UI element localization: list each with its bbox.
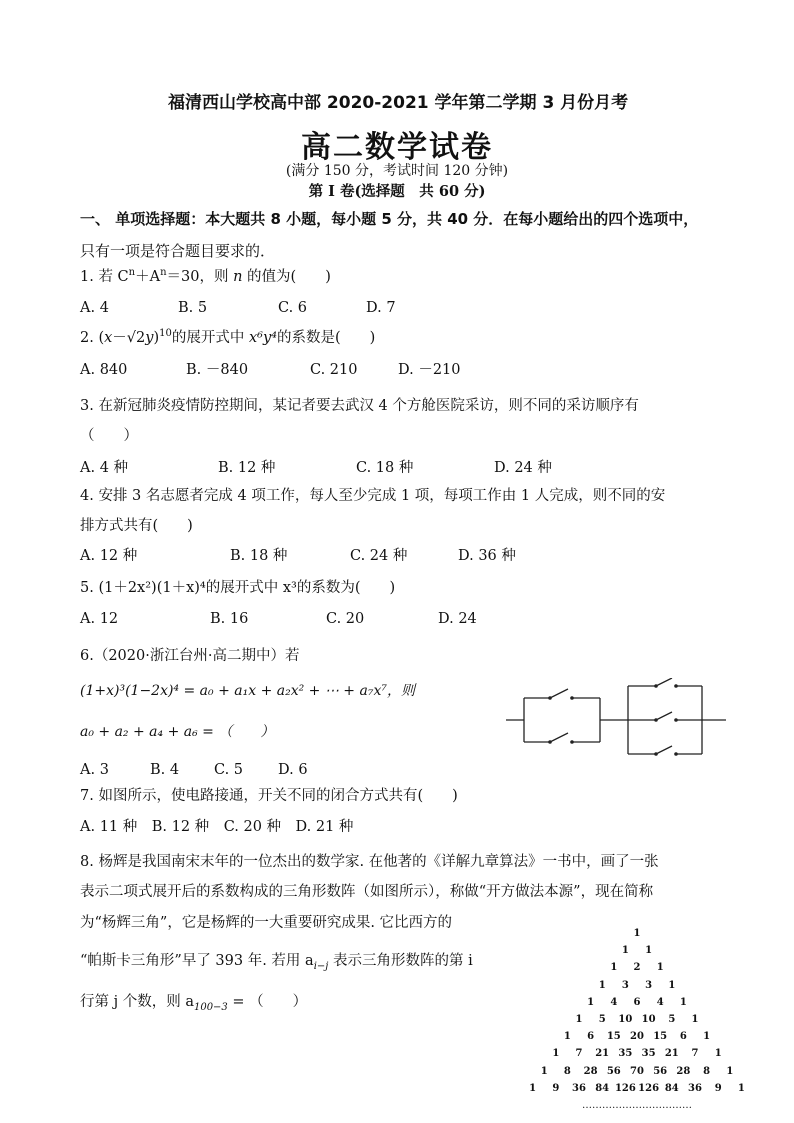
question-3-option-b: B. 12 种 — [218, 460, 276, 476]
question-3: 3. 在新冠肺炎疫情防控期间，某记者要去武汉 4 个方舱医院采访，则不同的采访顺序有 — [80, 398, 639, 414]
triangle-entry: 1 — [737, 1082, 745, 1094]
triangle-entry: 84 — [595, 1082, 610, 1094]
question-1-option-d: D. 7 — [366, 300, 396, 316]
question-3-cont: （ ） — [80, 428, 138, 444]
part-heading: 第 I 卷(选择题 共 60 分) — [308, 183, 486, 200]
question-3-option-d: D. 24 种 — [494, 460, 552, 476]
triangle-entry: 9 — [714, 1082, 722, 1094]
question-2-option-a: A. 840 — [80, 362, 128, 378]
triangle-dots: …………………………… — [582, 1100, 692, 1111]
triangle-entry: 126 — [638, 1082, 660, 1094]
question-4-cont: 排方式共有( ) — [80, 518, 193, 534]
question-5-option-c: C. 20 — [326, 611, 365, 627]
triangle-entry: 2 — [633, 962, 641, 974]
question-6: 6.（2020·浙江台州·高二期中）若 — [80, 648, 300, 664]
triangle-entry: 1 — [610, 962, 618, 974]
triangle-entry: 1 — [598, 979, 606, 991]
triangle-entry: 1 — [633, 928, 641, 939]
exam-info: (满分 150 分，考试时间 120 分钟) — [285, 163, 509, 179]
triangle-entry: 1 — [575, 1014, 583, 1025]
question-5-option-d: D. 24 — [438, 611, 477, 627]
triangle-entry: 36 — [572, 1082, 586, 1094]
question-4: 4. 安排 3 名志愿者完成 4 项工作，每人至少完成 1 项，每项工作由 1 人完成，则不同的安 — [80, 488, 666, 504]
triangle-entry: 1 — [703, 1031, 711, 1043]
triangle-entry: 56 — [653, 1065, 668, 1077]
triangle-entry: 36 — [688, 1082, 702, 1094]
triangle-entry: 5 — [668, 1014, 676, 1025]
question-7-options: A. 11 种 B. 12 种 C. 20 种 D. 21 种 — [80, 819, 354, 835]
triangle-entry: 1 — [563, 1031, 571, 1043]
triangle-entry: 1 — [668, 979, 676, 991]
triangle-entry: 1 — [529, 1082, 537, 1094]
question-5-option-a: A. 12 — [80, 611, 119, 627]
question-8-line-3: 为“杨辉三角”，它是杨辉的一大重要研究成果. 它比西方的 — [80, 915, 453, 931]
triangle-entry: 1 — [714, 1048, 722, 1060]
exam-title: 高二数学试卷 — [301, 130, 493, 165]
section-instructions-cont: 只有一项是符合题目要求的． — [80, 242, 276, 260]
triangle-entry: 56 — [606, 1065, 621, 1077]
triangle-entry: 6 — [633, 996, 641, 1008]
triangle-entry: 84 — [664, 1082, 679, 1094]
triangle-entry: 28 — [583, 1065, 598, 1077]
triangle-entry: 1 — [587, 996, 595, 1008]
triangle-entry: 1 — [540, 1065, 548, 1077]
question-6-option-d: D. 6 — [278, 762, 308, 778]
triangle-entry: 126 — [614, 1082, 636, 1094]
triangle-entry: 3 — [621, 979, 629, 991]
question-1-option-a: A. 4 — [80, 300, 109, 316]
triangle-entry: 35 — [618, 1048, 633, 1060]
question-8-line-1: 8. 杨辉是我国南宋末年的一位杰出的数学家. 在他著的《详解九章算法》一书中，画了一张 — [80, 854, 659, 870]
question-1: 1. 若 $C^n+A^n=30$，则 n 的值为( ) — [80, 267, 331, 285]
question-4-option-a: A. 12 种 — [80, 548, 138, 564]
question-2-option-b: B. －840 — [186, 362, 249, 378]
triangle-entry: 10 — [641, 1014, 656, 1025]
yanghui-triangle — [512, 928, 768, 1118]
triangle-entry: 4 — [656, 996, 664, 1008]
triangle-entry: 6 — [587, 1031, 595, 1043]
triangle-entry: 1 — [656, 962, 664, 974]
question-7: 7. 如图所示，使电路接通，开关不同的闭合方式共有( ) — [80, 788, 458, 804]
question-6-option-c: C. 5 — [214, 762, 244, 778]
triangle-entry: 15 — [606, 1031, 621, 1043]
triangle-entry: 20 — [630, 1031, 644, 1043]
question-8-line-5: 行第 j 个数，则 $a_{100-3}$ = （ ） — [80, 994, 308, 1013]
triangle-entry: 1 — [679, 996, 687, 1008]
question-2-option-d: D. －210 — [398, 362, 461, 378]
triangle-entry: 3 — [645, 979, 653, 991]
triangle-entry: 4 — [610, 996, 618, 1008]
question-2-option-c: C. 210 — [310, 362, 358, 378]
triangle-entry: 5 — [598, 1014, 606, 1025]
triangle-entry: 6 — [679, 1031, 687, 1043]
triangle-entry: 21 — [595, 1048, 610, 1060]
question-6-option-a: A. 3 — [80, 762, 109, 778]
triangle-entry: 7 — [691, 1048, 699, 1060]
question-6-expression: a₀ + a₂ + a₄ + a₆ = （ ） — [80, 724, 275, 740]
question-8-line-2: 表示二项式展开后的系数构成的三角形数阵（如图所示），称做“开方做法本源”，现在简称 — [80, 884, 654, 900]
question-1-option-b: B. 5 — [178, 300, 208, 316]
triangle-entry: 28 — [676, 1065, 691, 1077]
question-5-option-b: B. 16 — [210, 611, 249, 627]
triangle-entry: 1 — [726, 1065, 734, 1077]
triangle-entry: 9 — [552, 1082, 560, 1094]
circuit-diagram — [506, 678, 728, 760]
question-1-option-c: C. 6 — [278, 300, 308, 316]
triangle-entry: 7 — [575, 1048, 583, 1060]
question-5: 5. (1＋2x²)(1＋x)⁴的展开式中 x³的系数为( ) — [80, 580, 396, 596]
triangle-entry: 10 — [618, 1014, 633, 1025]
question-4-option-c: C. 24 种 — [350, 548, 408, 564]
triangle-entry: 35 — [641, 1048, 656, 1060]
question-6-equation: (1+x)³(1−2x)⁴ = a₀ + a₁x + a₂x² + ⋯ + a₇x⁷，则 — [80, 683, 415, 699]
question-2: 2. $(x-√2y)^{10}$的展开式中 x⁶y⁴的系数是( ) — [80, 328, 376, 346]
section-instructions: 一、 单项选择题：本大题共 8 小题，每小题 5 分，共 40 分．在每小题给出的四个选项中， — [80, 210, 699, 228]
triangle-entry: 1 — [621, 945, 629, 957]
triangle-entry: 8 — [563, 1065, 571, 1077]
triangle-entry: 21 — [664, 1048, 679, 1060]
question-6-option-b: B. 4 — [150, 762, 180, 778]
triangle-entry: 8 — [703, 1065, 711, 1077]
triangle-entry: 1 — [691, 1014, 699, 1025]
question-4-option-b: B. 18 种 — [230, 548, 288, 564]
triangle-entry: 70 — [630, 1065, 644, 1077]
question-3-option-a: A. 4 种 — [80, 460, 129, 476]
school-heading: 福清西山学校高中部 2020-2021 学年第二学期 3 月份月考 — [168, 93, 629, 113]
triangle-entry: 1 — [552, 1048, 560, 1060]
question-4-option-d: D. 36 种 — [458, 548, 516, 564]
triangle-entry: 1 — [645, 945, 653, 957]
question-3-option-c: C. 18 种 — [356, 460, 414, 476]
question-8-line-4: “帕斯卡三角形”早了 393 年. 若用 $a_{i-j}$ 表示三角形数阵的第 i — [80, 953, 473, 972]
triangle-entry: 15 — [653, 1031, 668, 1043]
